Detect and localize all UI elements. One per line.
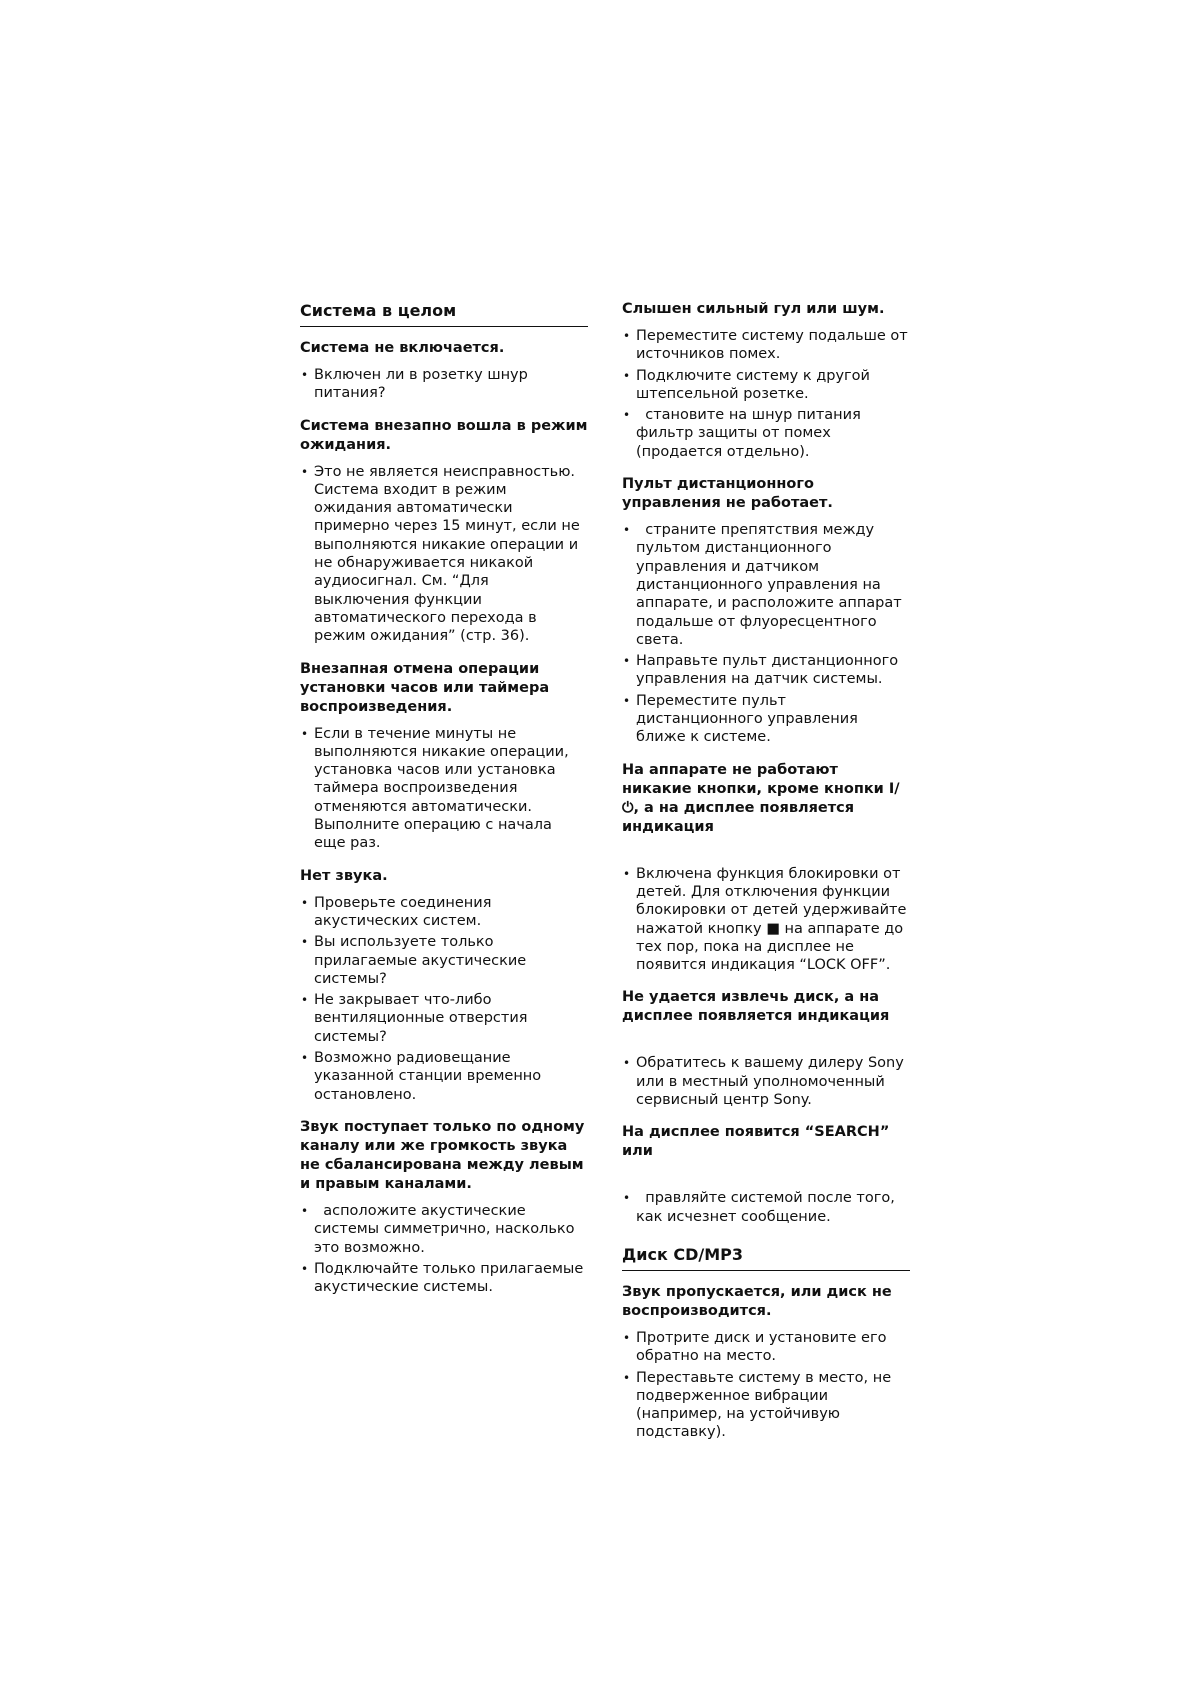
list-item bbox=[300, 933, 588, 988]
bullet-list bbox=[622, 1054, 910, 1109]
bullet-text: становите на шнур питания фильтр защиты от помех (продается отдельно). bbox=[636, 407, 866, 460]
issue-title: Звук пропускается, или диск не воспроизводится. bbox=[622, 1283, 892, 1319]
bullet-text: Переместите систему подальше от источников помех. bbox=[636, 328, 913, 363]
bullet-list bbox=[622, 865, 910, 975]
list-item bbox=[622, 865, 910, 975]
bullet-text: Переставьте систему в место, не подверженное вибрации (например, на устойчивую подставку). bbox=[636, 1369, 896, 1441]
issue-block bbox=[300, 867, 588, 1104]
issue-title: Система внезапно вошла в режим ожидания. bbox=[300, 417, 588, 453]
issue-block bbox=[622, 1123, 910, 1226]
bullet-text: асположите акустические системы симметрично, насколько это возможно. bbox=[314, 1202, 580, 1256]
bullet-dot: • bbox=[301, 726, 309, 741]
bullet-list bbox=[300, 725, 588, 853]
issue-block bbox=[622, 761, 910, 975]
bullet-text: правляйте системой после того, как исчезнет сообщение. bbox=[636, 1190, 900, 1225]
issue-title: Слышен сильный гул или шум. bbox=[622, 301, 885, 317]
issue-title: На дисплее появится “SEARCH” или bbox=[622, 1124, 890, 1160]
issue-block bbox=[622, 475, 910, 747]
list-item bbox=[622, 367, 910, 404]
list-item bbox=[300, 366, 588, 403]
section-title: Диск CD/MP3 bbox=[622, 1244, 910, 1271]
bullet-text: Проверьте соединения акустических систем. bbox=[314, 894, 497, 929]
bullet-dot: • bbox=[301, 464, 309, 479]
bullet-list bbox=[300, 366, 588, 403]
list-item bbox=[300, 725, 588, 853]
bullet-list bbox=[300, 894, 588, 1104]
issue-title: Нет звука. bbox=[300, 867, 388, 884]
issue-block bbox=[622, 300, 913, 461]
bullet-dot: • bbox=[301, 935, 309, 950]
list-item bbox=[622, 1369, 910, 1442]
bullet-dot: • bbox=[623, 523, 631, 538]
bullet-text: Обратитесь к вашему дилеру Sony или в местный уполномоченный сервисный центр Sony. bbox=[636, 1055, 909, 1109]
list-item bbox=[622, 1054, 910, 1109]
issue-block bbox=[622, 988, 910, 1109]
bullet-dot: • bbox=[301, 1203, 309, 1218]
issue-block bbox=[300, 339, 588, 403]
left-column bbox=[300, 300, 588, 1310]
list-item bbox=[300, 1260, 588, 1297]
issue-title: На аппарате не работают никакие кнопки, кроме кнопки I/⏻, а на дисплее появляется индикация bbox=[622, 761, 900, 835]
bullet-text: Подключите систему к другой штепсельной розетке. bbox=[636, 367, 875, 402]
list-item bbox=[300, 1049, 588, 1104]
bullet-text: Это не является неисправностью. Система входит в режим ожидания автоматически примерно через 15 минут, если не выполняются никакие операции и не обнаруживается никакой аудиосигнал. См. “Для выключения функции автоматического перехода в режим ожидания” (стр. 36). bbox=[314, 463, 585, 645]
bullet-dot: • bbox=[623, 1191, 631, 1206]
spacer bbox=[622, 1169, 910, 1189]
bullet-dot: • bbox=[301, 1261, 309, 1276]
bullet-dot: • bbox=[623, 654, 631, 669]
bullet-list bbox=[300, 1202, 588, 1296]
issue-title: Пульт дистанционного управления не работает. bbox=[622, 476, 833, 512]
issue-title: Не удается извлечь диск, а на дисплее появляется индикация bbox=[622, 989, 890, 1025]
issue-title: Система не включается. bbox=[300, 340, 505, 356]
bullet-list bbox=[622, 521, 910, 747]
list-item bbox=[622, 1189, 910, 1226]
bullet-text: Не закрывает что-либо вентиляционные отверстия системы? bbox=[314, 992, 533, 1045]
bullet-dot: • bbox=[623, 1370, 631, 1385]
bullet-text: Протрите диск и установите его обратно на место. bbox=[636, 1329, 892, 1365]
list-item bbox=[622, 1329, 910, 1366]
bullet-dot: • bbox=[623, 1330, 631, 1345]
list-item bbox=[622, 406, 910, 461]
list-item bbox=[622, 521, 910, 649]
bullet-dot: • bbox=[623, 1056, 631, 1071]
bullet-dot: • bbox=[623, 408, 631, 423]
bullet-dot: • bbox=[623, 329, 631, 343]
list-item bbox=[300, 1202, 588, 1257]
list-item bbox=[300, 894, 588, 931]
bullet-text: Включена функция блокировки от детей. Для отключения функции блокировки от детей удерживайте нажатой кнопку ■ на аппарате до тех пор, пока на дисплее не появится индикация “LOCK OFF”. bbox=[636, 865, 911, 974]
issue-block bbox=[300, 417, 588, 646]
bullet-dot: • bbox=[623, 368, 631, 383]
bullet-text: Возможно радиовещание указанной станции временно остановлено. bbox=[314, 1050, 546, 1103]
list-item bbox=[622, 327, 913, 364]
list-item bbox=[300, 991, 588, 1046]
issue-block bbox=[300, 1118, 588, 1296]
bullet-text: Если в течение минуты не выполняются никакие операции, установка часов или установка таймера воспроизведения отменяются автоматически. Выполните операцию с начала еще раз. bbox=[314, 725, 574, 852]
spacer bbox=[622, 845, 910, 865]
list-item bbox=[622, 652, 910, 689]
bullet-text: Направьте пульт дистанционного управления на датчик системы. bbox=[636, 653, 903, 688]
bullet-text: Подключайте только прилагаемые акустические системы. bbox=[314, 1260, 588, 1296]
bullet-list bbox=[622, 1329, 910, 1442]
issue-block bbox=[300, 660, 588, 853]
issue-block bbox=[622, 1283, 910, 1442]
issue-title: Звук поступает только по одному каналу или же громкость звука не сбалансирована между левым и правым каналами. bbox=[300, 1118, 585, 1192]
bullet-list bbox=[622, 327, 913, 461]
list-item bbox=[622, 692, 910, 747]
bullet-text: страните препятствия между пультом дистанционного управления и датчиком дистанционного управления на аппарате, и расположите аппарат подальше от флуоресцентного света. bbox=[636, 522, 907, 648]
bullet-text: Включен ли в розетку шнур питания? bbox=[314, 367, 533, 402]
right-column bbox=[622, 300, 913, 1456]
bullet-text: Вы используете только прилагаемые акустические системы? bbox=[314, 934, 531, 987]
list-item bbox=[300, 463, 588, 646]
bullet-list bbox=[300, 463, 588, 646]
bullet-list bbox=[622, 1189, 910, 1226]
bullet-text: Переместите пульт дистанционного управления ближе к системе. bbox=[636, 692, 863, 746]
spacer bbox=[622, 1034, 910, 1054]
bullet-dot: • bbox=[301, 895, 309, 910]
bullet-dot: • bbox=[301, 1051, 309, 1066]
bullet-dot: • bbox=[623, 693, 631, 708]
bullet-dot: • bbox=[301, 993, 309, 1008]
bullet-dot: • bbox=[301, 368, 309, 382]
issue-title: Внезапная отмена операции установки часов или таймера воспроизведения. bbox=[300, 660, 550, 715]
section-title: Система в целом bbox=[300, 300, 588, 327]
bullet-dot: • bbox=[623, 866, 631, 881]
